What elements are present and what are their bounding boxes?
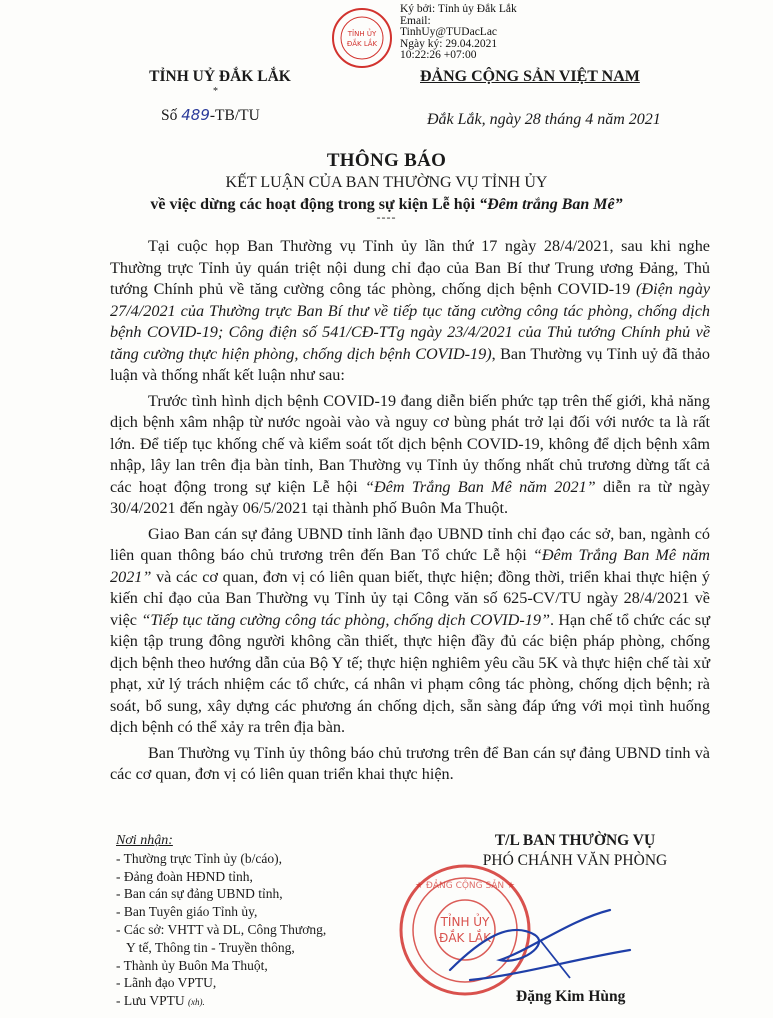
- p2-italic: “Đêm Trắng Ban Mê năm 2021”: [364, 477, 596, 496]
- signer-name: Đặng Kim Hùng: [516, 988, 626, 1005]
- last-item-text: - Lưu VPTU: [116, 993, 185, 1009]
- recipient-item: - Ban cán sự đảng UBND tỉnh,: [116, 886, 283, 902]
- recipient-item: Y tế, Thông tin - Truyền thông,: [126, 939, 295, 955]
- last-item-small: (xh).: [187, 997, 205, 1008]
- document-subtitle: KẾT LUẬN CỦA BAN THƯỜNG VỤ TỈNH ỦY: [225, 174, 548, 191]
- sign-date: Ngày ký: 29.04.2021: [400, 37, 498, 50]
- document-title: THÔNG BÁO: [326, 150, 447, 171]
- doc-no-prefix: Số: [161, 107, 178, 124]
- p3-text-c: . Hạn chế tổ chức các sự kiện tập trung đông người không cần thiết, thực hiện đầy đủ các biện pháp phòng, chống dịch bệnh theo hướng dẫn của Bộ Y tế; thực hiện nghiêm yêu cầu 5K và thực hiện chế tài xử phạt, xử lý trách nhiệm các tổ chức, cá nhân vi phạm công tác phòng, chống dịch bệnh; rà soát, bổ sung, xây dựng các phương án chống dịch, sẵn sàng đáp ứng với mọi tình huống dịch bệnh có thể xảy ra trên địa bàn.: [110, 610, 710, 736]
- recipients-list: [116, 832, 326, 1012]
- p3-text-b: và các cơ quan, đơn vị có liên quan biết, thực hiện; đồng thời, triển khai thực hiện ý kiến chỉ đạo của Ban Thường vụ Tỉnh ủy tại Công văn số 625-CV/TU ngày 28/4/2021 về việc: [110, 567, 710, 629]
- recipient-item: - Đảng đoàn HĐND tỉnh,: [116, 868, 253, 884]
- recipient-item-last: [116, 992, 326, 1012]
- title-separator: ----: [376, 210, 397, 224]
- recipient-item: - Ban Tuyên giáo Tỉnh ủy,: [116, 904, 258, 920]
- p1-text-a: Tại cuộc họp Ban Thường vụ Tỉnh ủy lần thứ 17 ngày 28/4/2021, sau khi nghe Thường trực Tỉnh ủy quán triệt nội dung chỉ đạo của Ban Bí thư Trung ương Đảng, Thủ tướng Chính phủ về tăng cường công tác phòng, chống dịch bệnh COVID-19: [110, 237, 710, 298]
- paragraph-3: [110, 524, 710, 739]
- document-body: [110, 236, 710, 790]
- p3-italic-1: “Đêm Trắng Ban Mê năm 2021”: [110, 546, 710, 586]
- party-name: ĐẢNG CỘNG SẢN VIỆT NAM: [420, 68, 640, 85]
- email-label: Email:: [400, 14, 431, 27]
- subject-plain: về việc dừng các hoạt động trong sự kiện Lễ hội: [150, 196, 480, 213]
- issuing-organization: TỈNH UỶ ĐẮK LẮK: [149, 68, 291, 85]
- recipient-item: - Thành ủy Buôn Ma Thuột,: [116, 957, 268, 973]
- email: TinhUy@TUDacLac: [400, 26, 498, 38]
- p2-text-b: diễn ra từ ngày 30/4/2021 đến ngày 06/5/2021 tại thành phố Buôn Ma Thuột.: [110, 477, 711, 517]
- recipient-item: - Các sở: VHTT và DL, Công Thương,: [116, 921, 327, 937]
- recipient-item: - Lãnh đạo VPTU,: [116, 975, 217, 991]
- paragraph-2: [110, 391, 710, 520]
- digital-stamp-icon: [330, 6, 394, 70]
- handwritten-signature-icon: [440, 900, 640, 990]
- svg-text:ĐẮK LẮK: ĐẮK LẮK: [346, 40, 378, 48]
- p3-italic-2: “Tiếp tục tăng cường công tác phòng, chống dịch COVID-19”: [141, 610, 550, 629]
- p1-italic: (Điện ngày 27/4/2021 của Thường trực Ban Bí thư về tiếp tục tăng cường công tác phòng, chống dịch bệnh COVID-19; Công điện số 541/CĐ-TTg ngày 23/4/2021 của Thủ tướng Chính phủ về tăng cường thực hiện phòng, chống dịch bệnh COVID-19): [110, 280, 711, 363]
- p2-text-a: Trước tình hình dịch bệnh COVID-19 đang diễn biến phức tạp trên thế giới, khả năng dịch bệnh xâm nhập từ nước ngoài vào và nguy cơ bùng phát trở lại đối với nước ta là rất lớn. Để tiếp tục khống chế và kiểm soát tốt dịch bệnh COVID-19, không để dịch bệnh xâm nhập, lây lan trên địa bàn tỉnh, Ban Thường vụ Tỉnh ủy thống nhất chủ trương dừng tất cả các hoạt động trong sự kiện Lễ hội: [110, 391, 710, 496]
- document-number: [161, 106, 260, 125]
- p1-text-b: , Ban Thường vụ Tỉnh uỷ đã thảo luận và thống nhất kết luận như sau:: [110, 344, 710, 384]
- digital-signature-info: [400, 4, 517, 62]
- doc-no-handwritten: 489: [181, 106, 210, 124]
- svg-text:★ ĐẢNG CỘNG SẢN ★: ★ ĐẢNG CỘNG SẢN ★: [414, 881, 516, 891]
- paragraph-1: [110, 236, 710, 387]
- recipient-item: - Thường trực Tỉnh ủy (b/cáo),: [116, 850, 282, 866]
- svg-text:TỈNH ỦY: TỈNH ỦY: [440, 915, 490, 929]
- signer-authority: T/L BAN THƯỜNG VỤ: [494, 832, 656, 849]
- paragraph-4: Ban Thường vụ Tỉnh ủy thông báo chủ trương trên để Ban cán sự đảng UBND tỉnh và các cơ quan, đơn vị có liên quan triển khai thực hiện.: [110, 743, 710, 783]
- svg-text:TỈNH ỦY: TỈNH ỦY: [347, 30, 377, 38]
- org-star: *: [213, 86, 218, 97]
- subject-italic: “Đêm trắng Ban Mê”: [479, 196, 623, 213]
- date-line: Đắk Lắk, ngày 28 tháng 4 năm 2021: [427, 111, 661, 128]
- signer-block: [460, 832, 690, 870]
- signed-by: Ký bởi: Tỉnh ủy Đắk Lắk: [400, 3, 517, 15]
- sign-time: 10:22:26 +07:00: [400, 49, 477, 61]
- p3-text-a: Giao Ban cán sự đảng UBND tỉnh lãnh đạo UBND tỉnh chỉ đạo các sở, ban, ngành có liên quan thông báo chủ trương trên đến Ban Tổ chức Lễ hội: [110, 524, 710, 564]
- svg-text:ĐẮK LẮK: ĐẮK LẮK: [439, 931, 491, 945]
- signer-title: PHÓ CHÁNH VĂN PHÒNG: [482, 852, 668, 869]
- doc-no-suffix: -TB/TU: [209, 107, 260, 124]
- recipients-heading: Nơi nhận:: [116, 833, 173, 848]
